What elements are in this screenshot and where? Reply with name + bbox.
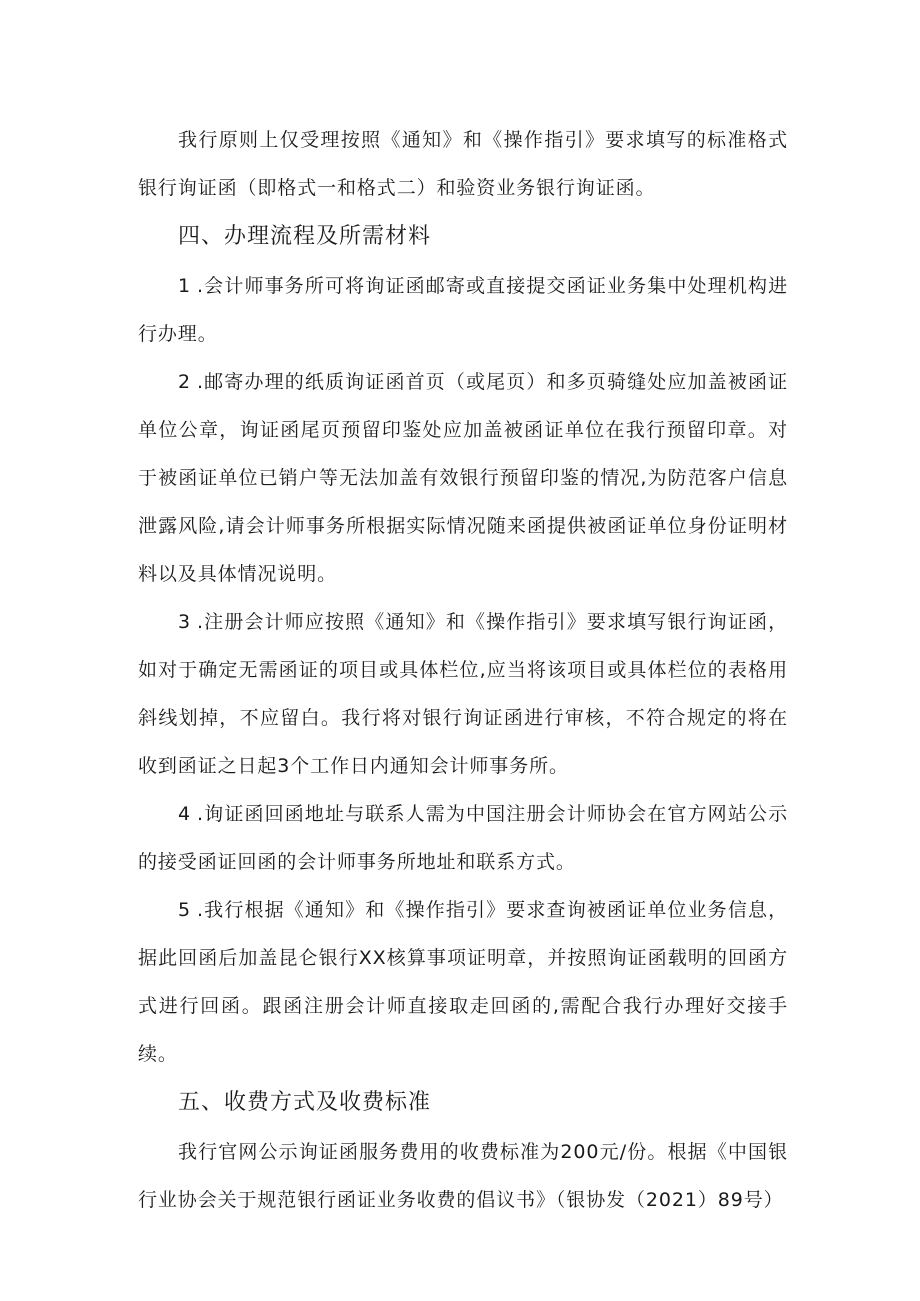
item-text: .注册会计师应按照《通知》和《操作指引》要求填写银行询证函，如对于确定无需函证的项目或具体栏位,应当将该项目或具体栏位的表格用斜线划掉，不应留白。我行将对银行询证函进行审核，不符合规定的将在收到函证之日起3个工作日内通知会计师事务所。 (138, 611, 788, 777)
item-text: .邮寄办理的纸质询证函首页（或尾页）和多页骑缝处应加盖被函证单位公章，询证函尾页预留印鉴处应加盖被函证单位在我行预留印章。对于被函证单位已销户等无法加盖有效银行预留印鉴的情况,为防范客户信息泄露风险,请会计师事务所根据实际情况随来函提供被函证单位身份证明材料以及具体情况说明。 (138, 371, 788, 585)
list-item (138, 790, 788, 886)
list-item (138, 358, 788, 598)
item-number: 2 (178, 371, 191, 393)
item-number: 5 (178, 899, 191, 921)
item-number: 4 (178, 803, 191, 825)
item-number: 1 (178, 275, 191, 297)
item-text: .会计师事务所可将询证函邮寄或直接提交函证业务集中处理机构进行办理。 (138, 275, 788, 345)
section-5-heading: 五、收费方式及收费标准 (178, 1090, 432, 1115)
section-4-heading: 四、办理流程及所需材料 (178, 224, 432, 249)
item-number: 3 (178, 611, 191, 633)
item-text: .询证函回函地址与联系人需为中国注册会计师协会在官方网站公示的接受函证回函的会计师事务所地址和联系方式。 (138, 803, 788, 873)
list-item (138, 886, 788, 1078)
list-item (138, 598, 788, 790)
fee-paragraph: 我行官网公示询证函服务费用的收费标准为200元/份。根据《中国银行业协会关于规范银行函证业务收费的倡议书》（银协发（2021）89号） (138, 1141, 788, 1211)
document-page (138, 116, 788, 1224)
list-item (138, 262, 788, 358)
intro-paragraph: 我行原则上仅受理按照《通知》和《操作指引》要求填写的标准格式银行询证函（即格式一和格式二）和验资业务银行询证函。 (138, 129, 788, 199)
item-text: .我行根据《通知》和《操作指引》要求查询被函证单位业务信息，据此回函后加盖昆仑银行XX核算事项证明章，并按照询证函载明的回函方式进行回函。跟函注册会计师直接取走回函的,需配合我行办理好交接手续。 (138, 899, 788, 1065)
